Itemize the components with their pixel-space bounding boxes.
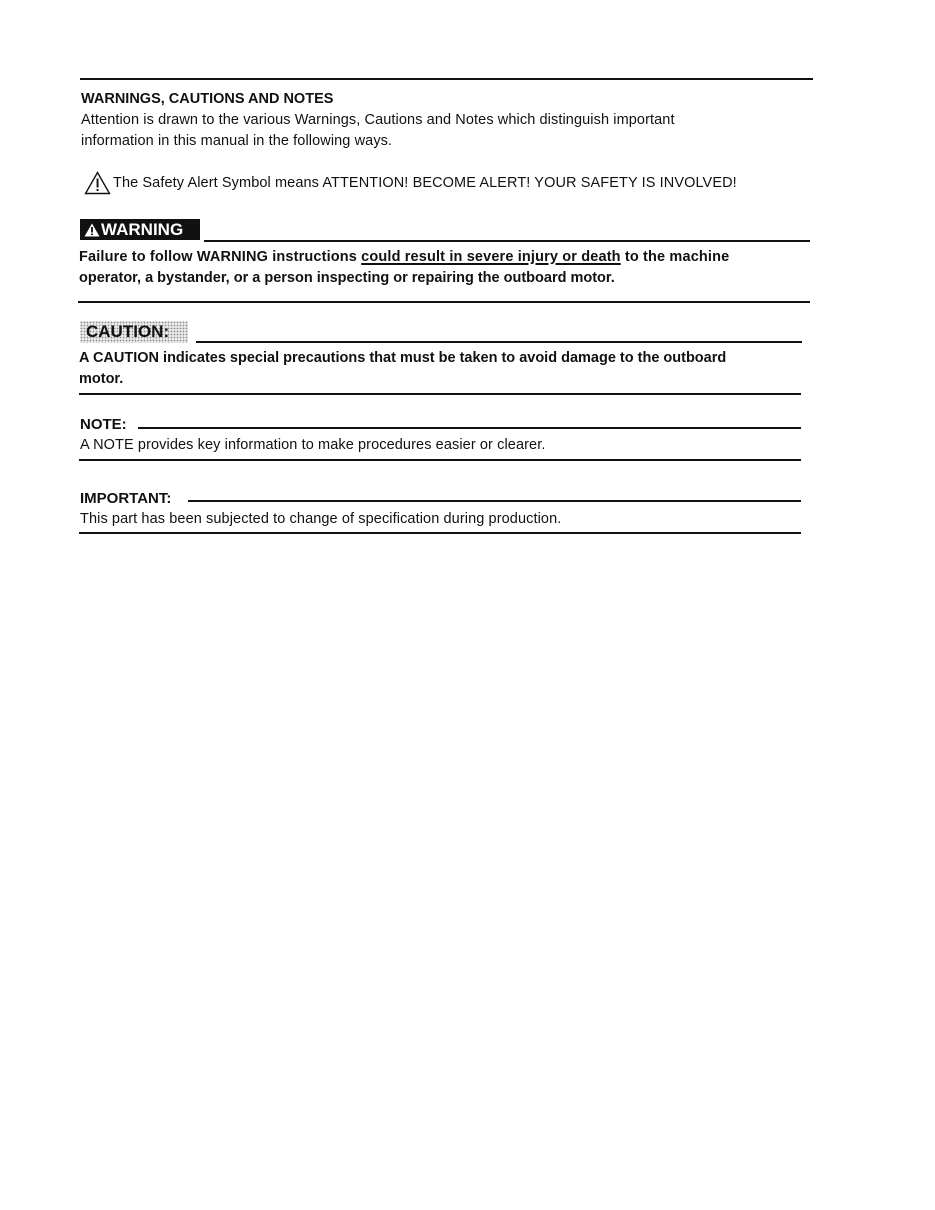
warning-line-2: operator, a bystander, or a person inspecting or repairing the outboard motor. (79, 270, 615, 286)
warning-bottom-rule (78, 301, 810, 303)
warning-label-box (80, 219, 200, 240)
warning-line-1-end: to the machine (624, 249, 730, 265)
note-bottom-rule (79, 459, 801, 461)
warning-triangle-icon (84, 223, 100, 237)
caution-line-1: A CAUTION indicates special precautions that must be taken to avoid damage to the outboard (79, 350, 727, 366)
important-text: This part has been subjected to change of specification during production. (80, 511, 562, 527)
section-title: WARNINGS, CAUTIONS AND NOTES (81, 91, 334, 107)
caution-line-2: motor. (79, 371, 124, 387)
caution-label-box: CAUTION: (80, 321, 188, 343)
warning-line-1 (79, 247, 729, 268)
warning-triangle-icon (84, 171, 111, 195)
top-rule (80, 78, 813, 80)
warning-emphasis: could result in severe injury or death (361, 249, 621, 265)
intro-line-1: Attention is drawn to the various Warnings, Cautions and Notes which distinguish important (81, 112, 675, 128)
note-text: A NOTE provides key information to make procedures easier or clearer. (80, 437, 546, 453)
note-label: NOTE: (80, 416, 127, 433)
important-bottom-rule (79, 532, 801, 534)
caution-header-rule (196, 341, 802, 343)
safety-alert-text: The Safety Alert Symbol means ATTENTION! BECOME ALERT! YOUR SAFETY IS INVOLVED! (113, 175, 737, 191)
warning-header-rule (204, 240, 810, 242)
important-label: IMPORTANT: (80, 490, 172, 507)
caution-bottom-rule (79, 393, 801, 395)
warning-line-1-start: Failure to follow WARNING instructions (79, 249, 357, 265)
note-header-rule (138, 427, 801, 429)
warning-label-text: WARNING (101, 220, 184, 239)
intro-line-2: information in this manual in the following ways. (81, 133, 393, 149)
important-header-rule (188, 500, 801, 502)
